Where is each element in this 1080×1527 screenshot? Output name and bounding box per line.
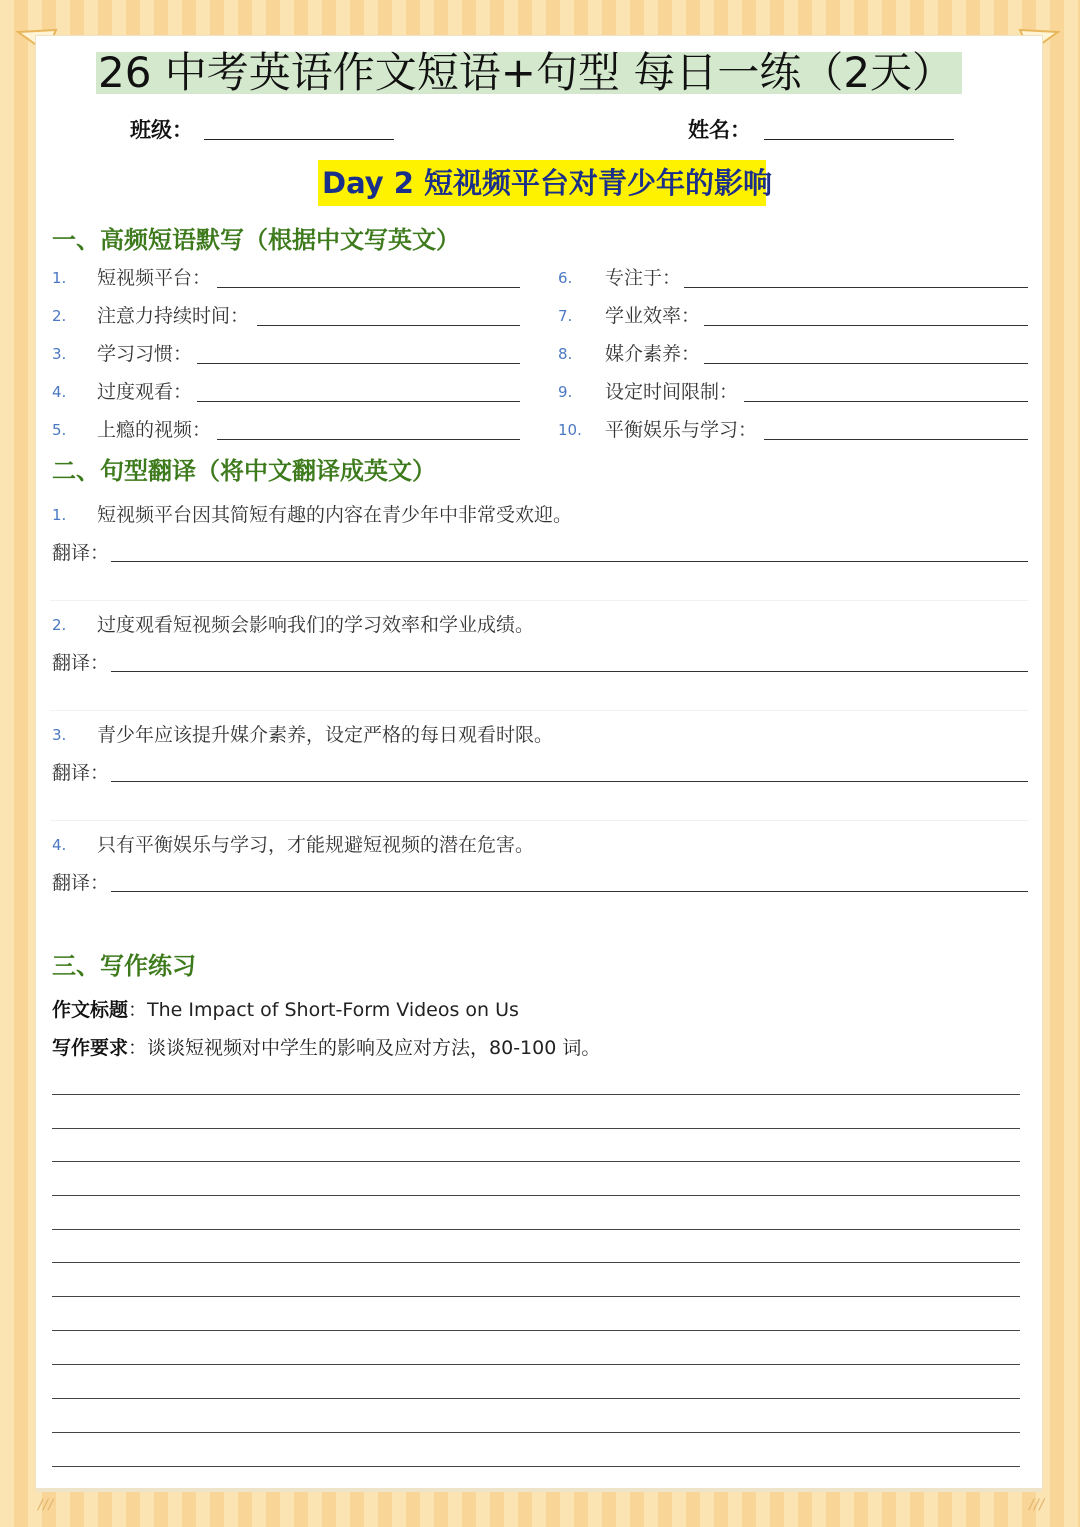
essay-topic [52,997,519,1023]
item-number: 2. [52,307,67,325]
essay-requirement-text: ：谈谈短视频对中学生的影响及应对方法，80-100 词。 [128,1037,601,1059]
sentence-prompt: 青少年应该提升媒介素养，设定严格的每日观看时限。 [97,724,554,746]
essay-topic-text: ：The Impact of Short-Form Videos on Us [128,999,519,1021]
answer-line[interactable] [704,363,1028,364]
sentence-prompt: 只有平衡娱乐与学习，才能规避短视频的潜在危害。 [97,834,535,856]
phrase-prompt: 学业效率： [605,305,701,327]
worksheet [36,36,1042,1488]
answer-line[interactable] [764,439,1028,440]
answer-line[interactable] [197,401,520,402]
divider [50,600,1028,601]
answer-line[interactable] [257,325,520,326]
translation-answer-line[interactable] [111,891,1028,892]
translation-answer-line[interactable] [111,561,1028,562]
phrase-prompt: 平衡娱乐与学习： [605,419,758,441]
item-number: 4. [52,836,67,854]
writing-line[interactable] [52,1128,1020,1129]
answer-line[interactable] [684,287,1028,288]
item-number: 5. [52,421,67,439]
item-number: 2. [52,616,67,634]
divider [50,820,1028,821]
item-number: 7. [558,307,573,325]
answer-line[interactable] [704,325,1028,326]
writing-line[interactable] [52,1364,1020,1365]
item-number: 6. [558,269,573,287]
essay-topic-label: 作文标题 [52,999,129,1021]
section3-heading: 三、写作练习 [52,952,196,980]
writing-line[interactable] [52,1161,1020,1162]
divider [50,710,1028,711]
writing-line[interactable] [52,1398,1020,1399]
translate-label: 翻译： [52,542,110,564]
translation-answer-line[interactable] [111,781,1028,782]
name-field[interactable] [764,139,954,140]
phrase-prompt: 上瘾的视频： [97,419,212,441]
writing-line[interactable] [52,1330,1020,1331]
phrase-prompt: 专注于： [605,267,682,289]
page-title: 26 中考英语作文短语+句型 每日一练（2天） [98,48,955,97]
answer-line[interactable] [217,287,520,288]
writing-line[interactable] [52,1195,1020,1196]
translation-answer-line[interactable] [111,671,1028,672]
slash-marks-decoration: / / / [38,1497,52,1513]
answer-line[interactable] [197,363,520,364]
translate-label: 翻译： [52,762,110,784]
item-number: 1. [52,506,67,524]
writing-line[interactable] [52,1229,1020,1230]
phrase-prompt: 设定时间限制： [605,381,739,403]
writing-line[interactable] [52,1296,1020,1297]
answer-line[interactable] [217,439,520,440]
translate-label: 翻译： [52,652,110,674]
item-number: 3. [52,726,67,744]
essay-requirement [52,1035,600,1061]
name-label: 姓名： [688,117,751,142]
section2-heading: 二、句型翻译（将中文翻译成英文） [52,457,436,485]
item-number: 8. [558,345,573,363]
slash-marks-decoration: / / / [1028,1497,1042,1513]
phrase-prompt: 短视频平台： [97,267,212,289]
class-field[interactable] [204,139,394,140]
phrase-prompt: 学习习惯： [97,343,193,365]
answer-line[interactable] [744,401,1028,402]
item-number: 10. [558,421,582,439]
sentence-prompt: 过度观看短视频会影响我们的学习效率和学业成绩。 [97,614,535,636]
translate-label: 翻译： [52,872,110,894]
class-label: 班级： [130,117,193,142]
essay-requirement-label: 写作要求 [52,1037,129,1059]
section1-heading: 一、高频短语默写（根据中文写英文） [52,226,460,254]
day-tag: Day 2 短视频平台对青少年的影响 [322,166,773,200]
item-number: 4. [52,383,67,401]
phrase-prompt: 过度观看： [97,381,193,403]
sentence-prompt: 短视频平台因其简短有趣的内容在青少年中非常受欢迎。 [97,504,573,526]
item-number: 1. [52,269,67,287]
writing-line[interactable] [52,1432,1020,1433]
phrase-prompt: 注意力持续时间： [97,305,250,327]
writing-line[interactable] [52,1094,1020,1095]
phrase-prompt: 媒介素养： [605,343,701,365]
writing-line[interactable] [52,1262,1020,1263]
writing-line[interactable] [52,1466,1020,1467]
item-number: 3. [52,345,67,363]
item-number: 9. [558,383,573,401]
